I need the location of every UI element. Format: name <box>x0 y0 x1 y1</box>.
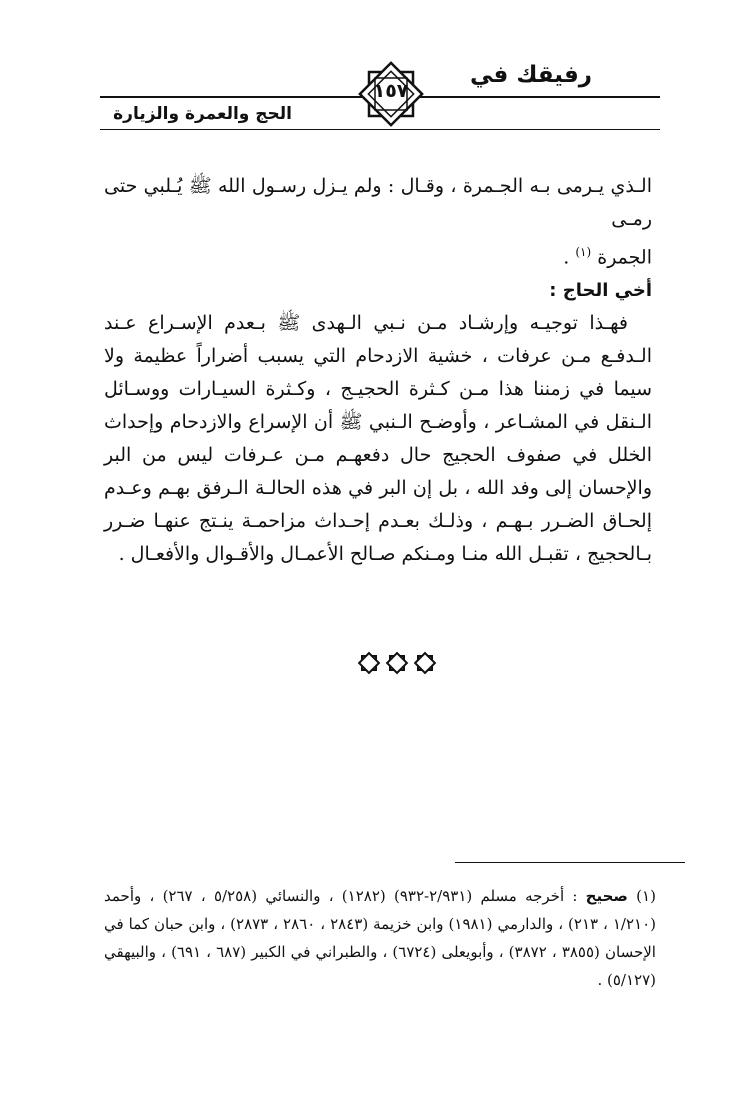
footnote-grade: صحيح <box>585 887 628 905</box>
paragraph-1-period: . <box>563 246 570 269</box>
page-number-badge <box>355 58 427 130</box>
footnote-1 <box>104 882 656 994</box>
paragraph-1-line-1: الـذي يـرمى بـه الجـمرة ، وقـال : ولم يـزل رسـول الله ﷺ يُـلبي حتى رمـى <box>104 175 652 230</box>
footnote-text: : أخرجه مسلم (٢/٩٣١-٩٣٢) (١٢٨٢) ، والنسائي (٥/٢٥٨ ، ٢٦٧) ، وأحمد (١/٢١٠ ، ٢١٣) ، والدارمي (١٩٨١) وابن خزيمة (٢٨٤٣ ، ٢٨٦٠ ، ٢٨٧٣) ، وابن حبان كما في الإحسان (٣٨٥٥ ، ٣٨٧٢) ، وأبويعلى (٦٧٢٤) ، والطبراني في الكبير (٦٨٧ ، ٦٩١) ، والبيهقي (٥/١٢٧) . <box>104 887 657 989</box>
paragraph-2: فهـذا توجيـه وإرشـاد مـن نـبي الـهدى ﷺ بـعدم الإسـراع عـند الـدفـع مـن عرفات ، خشية الازدحام التي يسبب أضراراً عظيمة ولا سيما في زمننا هذا مـن كـثرة الحجيـج ، وكـثرة السيـارات ووسـائل الـنقل في المشـاعر ، وأوضـح الـنبي ﷺ أن الإسراع والازدحام وإحداث الخلل في صفوف الحجيج حال دفعهـم مـن عـرفات ليس من البر والإحسان إلى وفد الله ، بل إن البر في هذه الحالـة الـرفق بهـم وعـدم إلحـاق الضـرر بـهـم ، وذلـك بعـدم إحـداث مزاحمـة ينـتج عنهـا ضـرر بـالحجيج ، تقبـل الله منـا ومـنكم صـالح الأعمـال والأقـوال والأفعـال . <box>104 312 652 566</box>
paragraph-1-line-2 <box>104 236 652 274</box>
section-heading: أخي الحاج : <box>549 280 652 302</box>
paragraph-1-end-word: الجمرة <box>597 246 652 269</box>
footnote-reference: (١) <box>575 245 592 259</box>
running-subtitle: الحج والعمرة والزيارة <box>113 104 292 124</box>
footnote-separator <box>455 862 685 863</box>
triple-star-ornament-icon <box>355 649 439 677</box>
footnote-marker: (١) <box>636 887 656 905</box>
section-divider-ornament <box>355 649 439 677</box>
page-number: ١٥٧ <box>373 80 409 102</box>
running-title: رفيقك في <box>470 62 592 88</box>
main-text <box>104 170 652 571</box>
footnotes <box>104 882 656 994</box>
